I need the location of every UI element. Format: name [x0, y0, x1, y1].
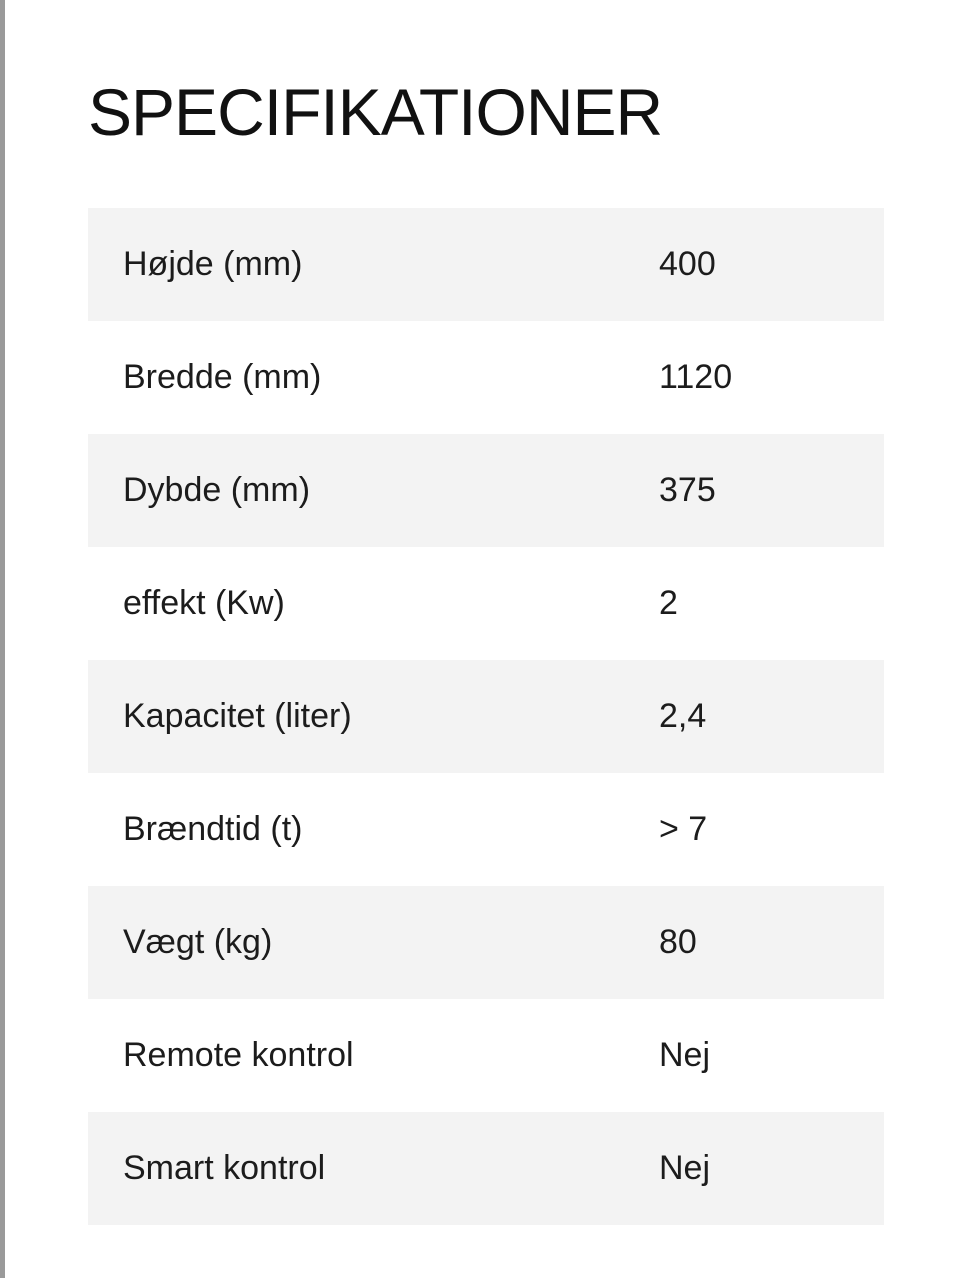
spec-value: Nej	[659, 1149, 711, 1187]
spec-value: 2,4	[659, 697, 707, 735]
spec-label: Dybde (mm)	[123, 471, 311, 509]
spec-label: Smart kontrol	[123, 1149, 326, 1187]
page-title: SPECIFIKATIONER	[88, 75, 663, 149]
spec-row-burn-time	[88, 773, 884, 886]
spec-row-capacity	[88, 660, 884, 773]
spec-label: Brændtid (t)	[123, 810, 303, 848]
spec-value: 375	[659, 471, 716, 509]
specifications-table	[88, 208, 884, 1225]
spec-row-smart-control	[88, 1112, 884, 1225]
spec-value: 1120	[659, 358, 733, 396]
spec-row-weight	[88, 886, 884, 999]
spec-row-width	[88, 321, 884, 434]
spec-row-depth	[88, 434, 884, 547]
spec-row-height	[88, 208, 884, 321]
spec-label: Højde (mm)	[123, 245, 303, 283]
spec-label: effekt (Kw)	[123, 584, 285, 622]
spec-value: 80	[659, 923, 697, 961]
spec-value: > 7	[659, 810, 708, 848]
spec-row-power	[88, 547, 884, 660]
spec-label: Vægt (kg)	[123, 923, 273, 961]
spec-label: Remote kontrol	[123, 1036, 354, 1074]
left-border-rule	[0, 0, 5, 1278]
spec-row-remote-control	[88, 999, 884, 1112]
spec-value: Nej	[659, 1036, 711, 1074]
spec-label: Bredde (mm)	[123, 358, 322, 396]
spec-label: Kapacitet (liter)	[123, 697, 352, 735]
spec-value: 400	[659, 245, 716, 283]
spec-value: 2	[659, 584, 678, 622]
